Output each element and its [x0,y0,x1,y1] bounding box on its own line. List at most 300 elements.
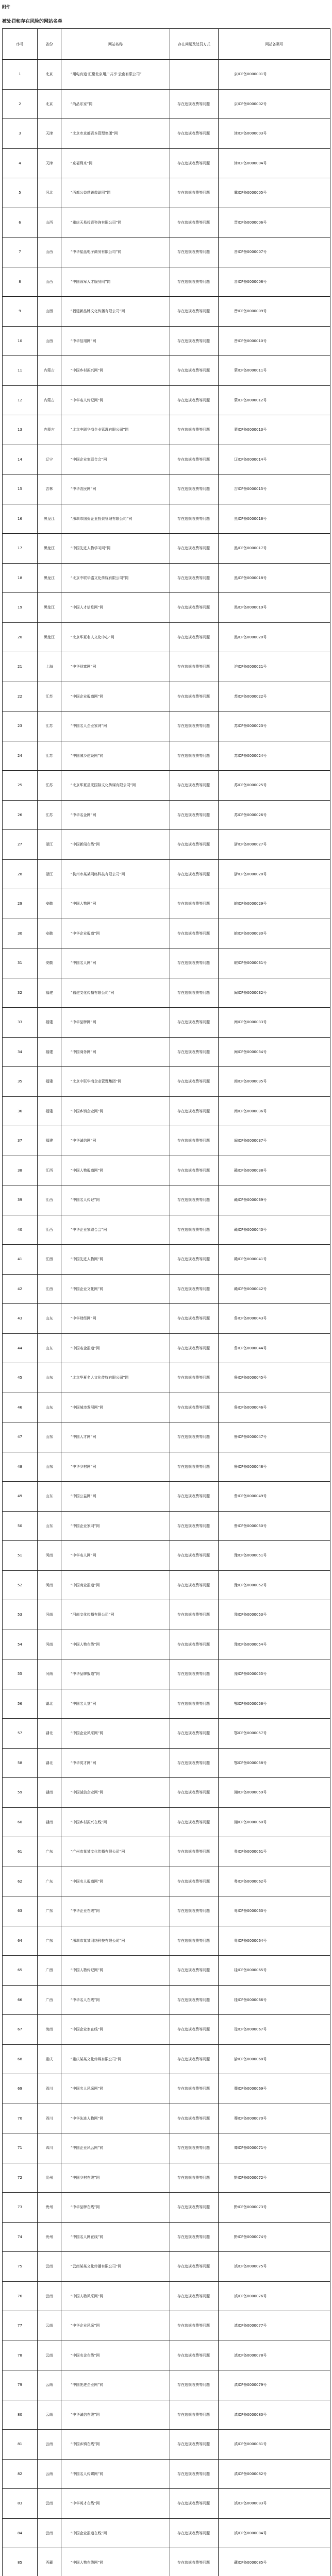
cell-name: “中华品牌报道”网 [61,1659,170,1689]
cell-province: 山东 [38,1333,61,1363]
cell-province: 湖南 [38,1778,61,1808]
cell-no: 41 [3,1245,38,1275]
cell-province: 贵州 [38,2193,61,2223]
table-row [3,1096,330,1126]
table-row [3,563,330,593]
cell-name: “中国人物报道网”网 [61,1156,170,1185]
cell-province: 江西 [38,1185,61,1215]
cell-name: “中国诚信企业网”网 [61,1778,170,1808]
cell-no: 85 [3,2548,38,2576]
table-row [3,356,330,386]
cell-province: 山西 [38,238,61,267]
cell-reg: 浙ICP备0000028号 [219,859,330,889]
cell-no: 65 [3,1956,38,1986]
cell-scope: 存在违规收费等问题 [170,1393,219,1422]
cell-name: “深圳市国资企业投资管理有限公司”网 [61,504,170,534]
table-row [3,238,330,267]
cell-scope: 存在违规收费等问题 [170,1985,219,2015]
table-row [3,1896,330,1926]
cell-reg: 鲁ICP备0000046号 [219,1393,330,1422]
cell-scope: 存在违规收费等问题 [170,1156,219,1185]
cell-province: 浙江 [38,830,61,860]
cell-no: 37 [3,1126,38,1156]
cell-name: “中国先进企业网”网 [61,2370,170,2400]
table-row [3,1719,330,1749]
cell-no: 15 [3,474,38,504]
cell-reg: 鄂ICP备0000058号 [219,1748,330,1778]
table-row [3,1067,330,1097]
cell-name: “中国人物网”网 [61,889,170,919]
cell-province: 江苏 [38,800,61,830]
cell-no: 76 [3,2281,38,2311]
cell-scope: 存在违规收费等问题 [170,89,219,119]
cell-province: 西藏 [38,2548,61,2576]
cell-scope: 存在违规收费等问题 [170,178,219,208]
cell-reg: 晋ICP备0000006号 [219,208,330,238]
cell-province: 北京 [38,89,61,119]
cell-reg: 豫ICP备0000053号 [219,1600,330,1630]
cell-name: “中国先进人物网”网 [61,1245,170,1275]
table-row [3,2400,330,2430]
table-row [3,1156,330,1185]
cell-no: 23 [3,711,38,741]
table-row [3,859,330,889]
cell-scope: 存在违规收费等问题 [170,1807,219,1837]
cell-province: 江西 [38,1245,61,1275]
cell-no: 62 [3,1867,38,1896]
cell-name: “中国人物在线网”网 [61,2548,170,2576]
cell-name: “中国企业家在线”网 [61,2015,170,2045]
cell-no: 45 [3,1363,38,1393]
cell-no: 14 [3,445,38,474]
cell-reg: 苏ICP备0000022号 [219,682,330,711]
cell-no: 57 [3,1719,38,1749]
cell-province: 黑龙江 [38,563,61,593]
cell-scope: 存在违规收费等问题 [170,2518,219,2548]
cell-no: 82 [3,2459,38,2489]
cell-scope: 存在违规收费等问题 [170,1304,219,1334]
cell-scope: 存在违规收费等问题 [170,267,219,297]
table-row [3,89,330,119]
cell-reg: 皖ICP备0000030号 [219,919,330,948]
cell-name: “中华财经网”网 [61,1304,170,1334]
cell-no: 73 [3,2193,38,2223]
cell-scope: 存在违规收费等问题 [170,1333,219,1363]
cell-reg: 黑ICP备0000016号 [219,504,330,534]
table-row [3,148,330,178]
cell-province: 贵州 [38,2222,61,2252]
cell-reg: 豫ICP备0000054号 [219,1630,330,1659]
table-row [3,1482,330,1512]
cell-reg: 赣ICP备0000041号 [219,1245,330,1275]
cell-no: 64 [3,1926,38,1956]
cell-no: 58 [3,1748,38,1778]
cell-reg: 粤ICP备0000064号 [219,1926,330,1956]
cell-name: “云南某某文化传播有限公司”网 [61,2252,170,2282]
cell-reg: 晋ICP备0000009号 [219,297,330,327]
cell-province: 山西 [38,267,61,297]
websites-table [2,28,330,2576]
cell-scope: 存在违规收费等问题 [170,2459,219,2489]
cell-reg: 桂ICP备0000066号 [219,1985,330,2015]
cell-province: 内蒙古 [38,356,61,386]
table-row [3,2163,330,2193]
table-row [3,2311,330,2341]
cell-province: 江苏 [38,711,61,741]
cell-no: 6 [3,208,38,238]
cell-name: “中华信用网”网 [61,326,170,356]
cell-scope: 存在违规收费等问题 [170,741,219,771]
cell-reg: 滇ICP备0000075号 [219,2252,330,2282]
cell-reg: 鄂ICP备0000056号 [219,1689,330,1719]
cell-no: 84 [3,2518,38,2548]
cell-scope: 存在违规收费等问题 [170,2489,219,2519]
cell-no: 38 [3,1156,38,1185]
cell-scope: 存在违规收费等问题 [170,1067,219,1097]
cell-name: “中国人才信息网”网 [61,593,170,623]
cell-scope: 存在违规收费等问题 [170,1185,219,1215]
cell-scope: 存在违规收费等问题 [170,445,219,474]
cell-name: “中华企业风采”网 [61,2311,170,2341]
cell-province: 四川 [38,2074,61,2104]
table-row [3,119,330,149]
cell-scope: 存在违规收费等问题 [170,2074,219,2104]
cell-province: 贵州 [38,2163,61,2193]
table-row [3,1778,330,1808]
cell-province: 内蒙古 [38,415,61,445]
cell-scope: 存在违规收费等问题 [170,948,219,978]
table-row [3,1985,330,2015]
table-row [3,2341,330,2370]
cell-scope: 存在违规收费等问题 [170,593,219,623]
cell-no: 1 [3,60,38,90]
cell-province: 上海 [38,652,61,682]
cell-no: 24 [3,741,38,771]
cell-reg: 鲁ICP备0000049号 [219,1482,330,1512]
cell-reg: 湘ICP备0000060号 [219,1807,330,1837]
cell-reg: 赣ICP备0000040号 [219,1215,330,1245]
cell-scope: 存在违规收费等问题 [170,1126,219,1156]
cell-no: 59 [3,1778,38,1808]
cell-no: 78 [3,2341,38,2370]
cell-reg: 滇ICP备0000082号 [219,2459,330,2489]
cell-no: 27 [3,830,38,860]
table-row [3,978,330,1008]
cell-reg: 晋ICP备0000007号 [219,238,330,267]
cell-no: 12 [3,385,38,415]
cell-province: 安徽 [38,919,61,948]
cell-province: 山西 [38,326,61,356]
cell-no: 77 [3,2311,38,2341]
cell-province: 广东 [38,1926,61,1956]
cell-reg: 黔ICP备0000073号 [219,2193,330,2223]
cell-reg: 皖ICP备0000029号 [219,889,330,919]
cell-scope: 存在违规收费等问题 [170,2104,219,2133]
cell-reg: 蜀ICP备0000069号 [219,2074,330,2104]
cell-scope: 存在违规收费等问题 [170,1096,219,1126]
cell-reg: 沪ICP备0000021号 [219,652,330,682]
cell-scope: 存在违规收费等问题 [170,208,219,238]
cell-no: 26 [3,800,38,830]
table-row [3,1008,330,1038]
cell-reg: 鲁ICP备0000050号 [219,1511,330,1541]
cell-province: 江西 [38,1274,61,1304]
cell-no: 63 [3,1896,38,1926]
cell-scope: 存在违规收费等问题 [170,326,219,356]
cell-no: 54 [3,1630,38,1659]
table-row [3,800,330,830]
table-row [3,1867,330,1896]
cell-scope: 存在违规收费等问题 [170,889,219,919]
cell-no: 35 [3,1067,38,1097]
cell-no: 10 [3,326,38,356]
cell-scope: 存在违规收费等问题 [170,919,219,948]
table-row [3,297,330,327]
cell-no: 42 [3,1274,38,1304]
document-title: 被处罚和存在风险的网站名单 [2,19,63,24]
cell-province: 黑龙江 [38,504,61,534]
cell-scope: 存在违规收费等问题 [170,978,219,1008]
cell-scope: 存在违规收费等问题 [170,1215,219,1245]
cell-name: “中国乡村振兴网”网 [61,356,170,386]
table-row [3,622,330,652]
cell-name: “中国城市发展网”网 [61,1393,170,1422]
cell-reg: 津ICP备0000003号 [219,119,330,149]
cell-name: “中国人物传记网”网 [61,1956,170,1986]
table-row [3,1245,330,1275]
cell-province: 江苏 [38,771,61,801]
cell-no: 48 [3,1452,38,1482]
cell-province: 山东 [38,1304,61,1334]
cell-no: 46 [3,1393,38,1422]
table-row [3,504,330,534]
cell-reg: 豫ICP备0000051号 [219,1541,330,1571]
cell-name: “福建新品牌文化传播有限公司”网 [61,297,170,327]
cell-scope: 存在违规收费等问题 [170,622,219,652]
cell-name: “中国名人堂”网 [61,1689,170,1719]
cell-reg: 黑ICP备0000018号 [219,563,330,593]
cell-scope: 存在违规收费等问题 [170,1748,219,1778]
table-row [3,1304,330,1334]
cell-reg: 京ICP备0000001号 [219,60,330,90]
cell-reg: 黔ICP备0000074号 [219,2222,330,2252]
cell-scope: 存在违规收费等问题 [170,1037,219,1067]
cell-name: “中华星蓝电子商务有限公司”网 [61,238,170,267]
cell-scope: 存在违规收费等问题 [170,474,219,504]
cell-scope: 存在违规收费等问题 [170,682,219,711]
attachment-label: 附件 [2,5,10,9]
cell-province: 山东 [38,1452,61,1482]
table-row [3,1274,330,1304]
cell-scope: 存在违规收费等问题 [170,1867,219,1896]
cell-scope: 存在违规收费等问题 [170,2370,219,2400]
cell-scope: 存在违规收费等问题 [170,238,219,267]
cell-province: 云南 [38,2281,61,2311]
table-body [3,60,330,2576]
cell-scope: 存在违规收费等问题 [170,356,219,386]
cell-no: 49 [3,1482,38,1512]
cell-scope: 存在违规收费等问题 [170,1896,219,1926]
cell-name: “中国名人企业家网”网 [61,711,170,741]
cell-reg: 藏ICP备0000085号 [219,2548,330,2576]
cell-scope: 存在违规收费等问题 [170,534,219,564]
table-row [3,60,330,90]
cell-province: 重庆 [38,2044,61,2074]
cell-province: 天津 [38,119,61,149]
cell-reg: 辽ICP备0000014号 [219,445,330,474]
table-row [3,2459,330,2489]
cell-reg: 鲁ICP备0000048号 [219,1452,330,1482]
cell-no: 83 [3,2489,38,2519]
cell-scope: 存在违规收费等问题 [170,1511,219,1541]
table-row [3,2222,330,2252]
table-row [3,1393,330,1422]
cell-reg: 苏ICP备0000024号 [219,741,330,771]
cell-name: “河南文化传播有限公司”网 [61,1600,170,1630]
table-row [3,445,330,474]
cell-no: 18 [3,563,38,593]
cell-scope: 存在违规收费等问题 [170,2252,219,2282]
table-row [3,2489,330,2519]
cell-no: 39 [3,1185,38,1215]
cell-name: “北京华夏名人文化传媒有限公司”网 [61,1363,170,1393]
cell-scope: 存在违规收费等问题 [170,1482,219,1512]
cell-province: 福建 [38,1126,61,1156]
cell-reg: 黔ICP备0000072号 [219,2163,330,2193]
cell-name: “中国名人传媒网”网 [61,2459,170,2489]
cell-name: “中国公益网”网 [61,1482,170,1512]
cell-province: 江苏 [38,741,61,771]
cell-no: 4 [3,148,38,178]
header-scope: 存在问题及处罚方式 [170,29,219,60]
cell-scope: 存在违规收费等问题 [170,1452,219,1482]
table-row [3,2074,330,2104]
cell-reg: 闽ICP备0000033号 [219,1008,330,1038]
table-row [3,593,330,623]
cell-province: 河南 [38,1541,61,1571]
cell-name: “中国城乡建设网”网 [61,741,170,771]
table-row [3,1185,330,1215]
table-row [3,2430,330,2460]
cell-no: 7 [3,238,38,267]
cell-name: “中华企业在线”网 [61,1896,170,1926]
cell-reg: 豫ICP备0000052号 [219,1570,330,1600]
table-row [3,1659,330,1689]
cell-province: 云南 [38,2489,61,2519]
table-row [3,948,330,978]
cell-reg: 粤ICP备0000062号 [219,1867,330,1896]
cell-no: 80 [3,2400,38,2430]
cell-no: 52 [3,1570,38,1600]
cell-reg: 冀ICP备0000005号 [219,178,330,208]
cell-reg: 鲁ICP备0000044号 [219,1333,330,1363]
cell-province: 四川 [38,2104,61,2133]
cell-no: 16 [3,504,38,534]
table-row [3,534,330,564]
cell-reg: 黑ICP备0000019号 [219,593,330,623]
table-row [3,1956,330,1986]
cell-reg: 闽ICP备0000034号 [219,1037,330,1067]
cell-scope: 存在违规收费等问题 [170,1837,219,1867]
cell-province: 辽宁 [38,445,61,474]
cell-name: “中华英才网”网 [61,1748,170,1778]
cell-name: “中国名人网”网 [61,948,170,978]
cell-scope: 存在违规收费等问题 [170,415,219,445]
cell-scope: 存在违规收费等问题 [170,2548,219,2576]
table-row [3,208,330,238]
cell-reg: 黑ICP备0000017号 [219,534,330,564]
table-row [3,1926,330,1956]
table-row [3,2370,330,2400]
cell-reg: 琼ICP备0000067号 [219,2015,330,2045]
cell-reg: 赣ICP备0000042号 [219,1274,330,1304]
cell-reg: 津ICP备0000004号 [219,148,330,178]
cell-no: 71 [3,2133,38,2163]
cell-province: 吉林 [38,474,61,504]
cell-reg: 闽ICP备0000035号 [219,1067,330,1097]
cell-name: “中华英才在线”网 [61,2489,170,2519]
cell-scope: 存在违规收费等问题 [170,1363,219,1393]
cell-name: “中国企业报道网”网 [61,682,170,711]
cell-reg: 鲁ICP备0000043号 [219,1304,330,1334]
cell-name: “中国先进人物学习网”网 [61,534,170,564]
cell-scope: 存在违规收费等问题 [170,148,219,178]
cell-reg: 滇ICP备0000076号 [219,2281,330,2311]
cell-no: 47 [3,1422,38,1452]
cell-reg: 蒙ICP备0000013号 [219,415,330,445]
cell-reg: 闽ICP备0000037号 [219,1126,330,1156]
cell-no: 2 [3,89,38,119]
cell-scope [170,60,219,90]
cell-province: 广东 [38,1837,61,1867]
cell-name: “中国乡镇企业网”网 [61,1096,170,1126]
cell-reg: 蒙ICP备0000012号 [219,385,330,415]
cell-no: 17 [3,534,38,564]
cell-province: 云南 [38,2311,61,2341]
cell-no: 19 [3,593,38,623]
cell-reg: 豫ICP备0000055号 [219,1659,330,1689]
cell-reg: 闽ICP备0000032号 [219,978,330,1008]
table-row [3,326,330,356]
cell-no: 75 [3,2252,38,2282]
cell-reg: 苏ICP备0000025号 [219,771,330,801]
cell-scope: 存在违规收费等问题 [170,2133,219,2163]
table-row [3,1215,330,1245]
cell-reg: 皖ICP备0000031号 [219,948,330,978]
cell-province: 广东 [38,1896,61,1926]
cell-scope: 存在违规收费等问题 [170,830,219,860]
cell-scope: 存在违规收费等问题 [170,385,219,415]
cell-scope: 存在违规收费等问题 [170,800,219,830]
cell-province: 山东 [38,1393,61,1422]
cell-reg: 赣ICP备0000038号 [219,1156,330,1185]
table-row [3,652,330,682]
cell-name: “中国名企在线”网 [61,2341,170,2370]
cell-name: “京福利来”网 [61,148,170,178]
table-row [3,741,330,771]
cell-reg: 鲁ICP备0000047号 [219,1422,330,1452]
cell-name: “中华农民网”网 [61,474,170,504]
cell-name: “北京中联华商企业管理集团”网 [61,1067,170,1097]
cell-name: “中国企业风采网”网 [61,1719,170,1749]
cell-no: 8 [3,267,38,297]
cell-scope: 存在违规收费等问题 [170,2222,219,2252]
cell-name: “中华乡村网”网 [61,1452,170,1482]
cell-reg: 滇ICP备0000080号 [219,2400,330,2430]
cell-province: 江苏 [38,682,61,711]
cell-no: 51 [3,1541,38,1571]
cell-no: 13 [3,415,38,445]
